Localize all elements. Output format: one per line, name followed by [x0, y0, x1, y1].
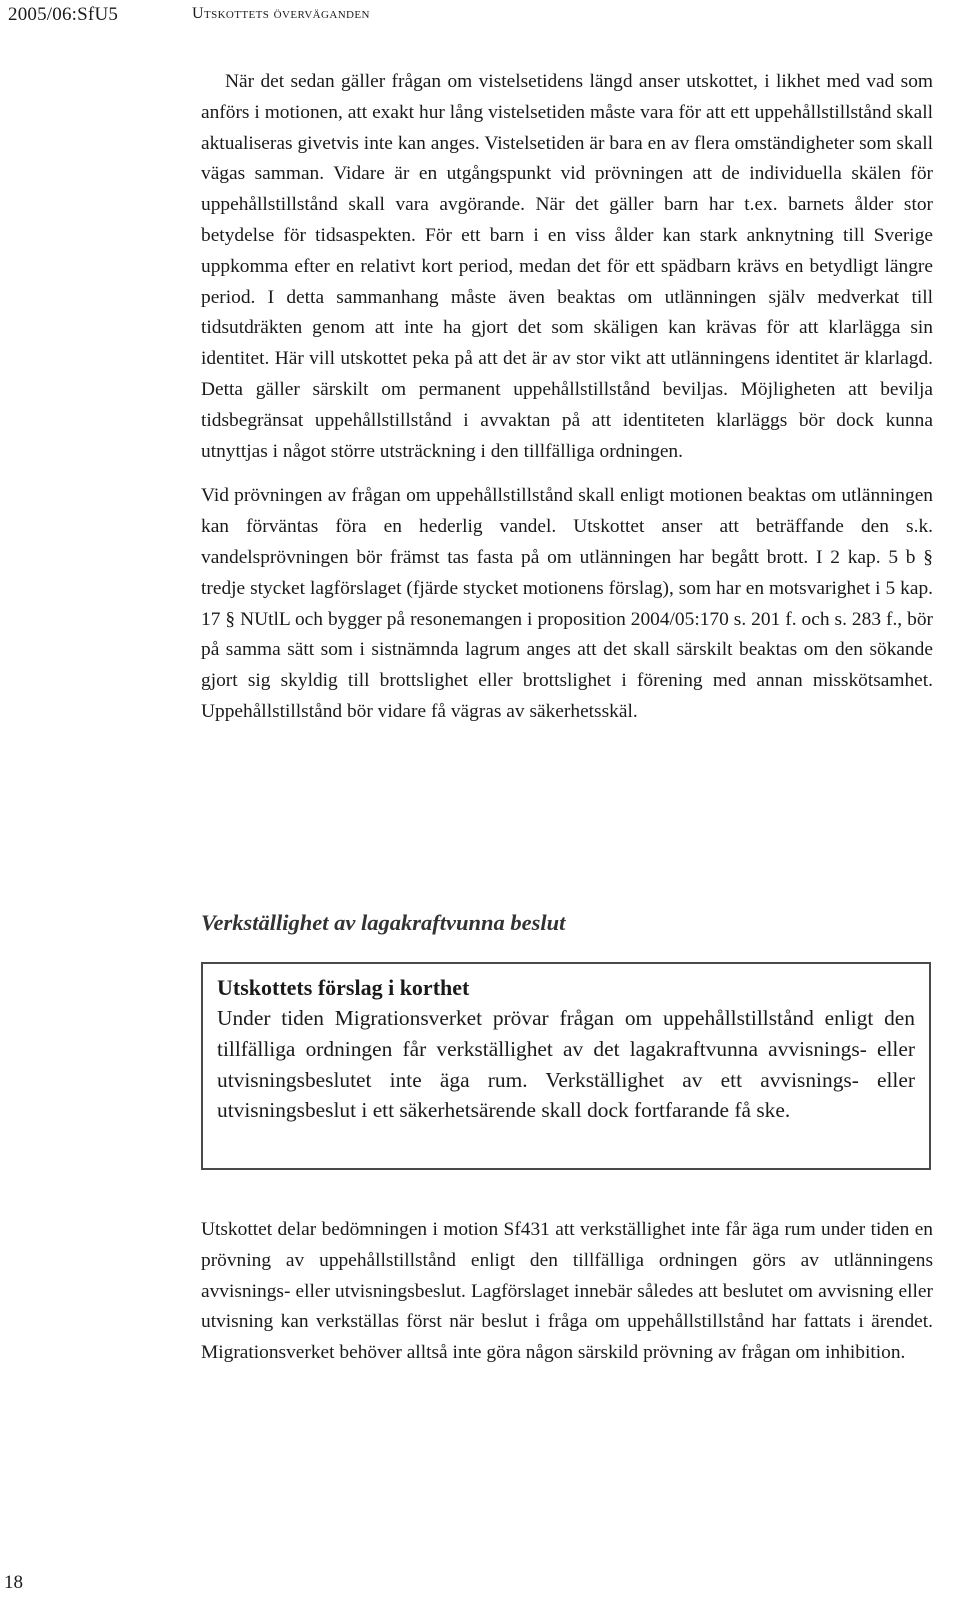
paragraph-gap: [201, 467, 933, 481]
main-text: [201, 67, 933, 728]
summary-box: [201, 962, 931, 1170]
section-heading: Verkställighet av lagakraftvunna beslut: [201, 910, 566, 935]
summary-title: Utskottets förslag i korthet: [217, 975, 470, 1000]
paragraph-vandel: Vid prövningen av frågan om uppehållstillstånd skall enligt motionen beaktas om utlänningen kan förväntas föra en hederlig vandel. Utskottet anser att beträffande den s.k. vandelsprövningen bör främst tas fasta på om utlänningen har begått brott. I 2 kap. 5 b § tredje stycket lagförslaget (fjärde stycket motionens förslag), som har en motsvarighet i 5 kap. 17 § NUtlL och bygger på resonemangen i proposition 2004/05:170 s. 201 f. och s. 283 f., bör på samma sätt som i sistnämnda lagrum anges att det skall särskilt beaktas om den sökande gjort sig skyldig till brottslighet eller brottslighet i förening med annan misskötsamhet. Uppehållstillstånd bör vidare få vägras av säkerhetsskäl.: [201, 485, 933, 722]
document-reference: 2005/06:SfU5: [8, 4, 119, 25]
paragraph-vistelsetid: När det sedan gäller frågan om vistelsetidens längd anser utskottet, i likhet med vad som anförs i motionen, att exakt hur lång vistelsetiden måste vara för att ett uppehållstillstånd skall aktualiseras givetvis inte kan anges. Vistelsetiden är bara en av flera omständigheter som skall vägas samman. Vidare är en utgångspunkt vid prövningen att de individuella skälen för uppehållstillstånd skall vara avgörande. När det gäller barn har t.ex. barnets ålder stor betydelse för tidsaspekten. För ett barn i en viss ålder kan stark anknytning till Sverige uppkomma efter en relativt kort period, medan det för ett spädbarn krävs en betydligt längre period. I detta sammanhang måste även beaktas om utlänningen själv medverkat till tidsutdräkten genom att inte ha gjort det som skäligen kan krävas för att klarlägga sin identitet. Här vill utskottet peka på att det är av stor vikt att utlänningens identitet är klarlagd. Detta gäller särskilt om permanent uppehållstillstånd beviljas. Möjligheten att bevilja tidsbegränsat uppehållstillstånd i avvaktan på att identiteten klarläggs bör dock kunna utnyttjas i något större utsträckning i den tillfälliga ordningen.: [201, 71, 933, 462]
page-number: 18: [4, 1572, 23, 1593]
paragraph-verkstallighet: Utskottet delar bedömningen i motion Sf431 att verkställighet inte får äga rum under tiden en prövning av uppehållstillstånd enligt den tillfälliga ordningen görs av utlänningens avvisnings- eller utvisningsbeslut. Lagförslaget innebär således att beslutet om avvisning eller utvisning kan verkställas först när beslut i fråga om uppehållstillstånd har fattats i ärendet. Migrationsverket behöver alltså inte göra någon särskild prövning av frågan om inhibition.: [201, 1219, 933, 1364]
summary-body: Under tiden Migrationsverket prövar frågan om uppehållstillstånd enligt den tillfälliga ordningen får verkställighet av det lagakraftvunna avvisnings- eller utvisningsbeslutet inte äga rum. Verkställighet av ett avvisnings- eller utvisningsbeslut i ett säkerhetsärende skall dock fortfarande få ske.: [217, 1006, 915, 1123]
running-header-section: Utskottets överväganden: [192, 5, 370, 22]
post-summary-text: [201, 1215, 933, 1369]
